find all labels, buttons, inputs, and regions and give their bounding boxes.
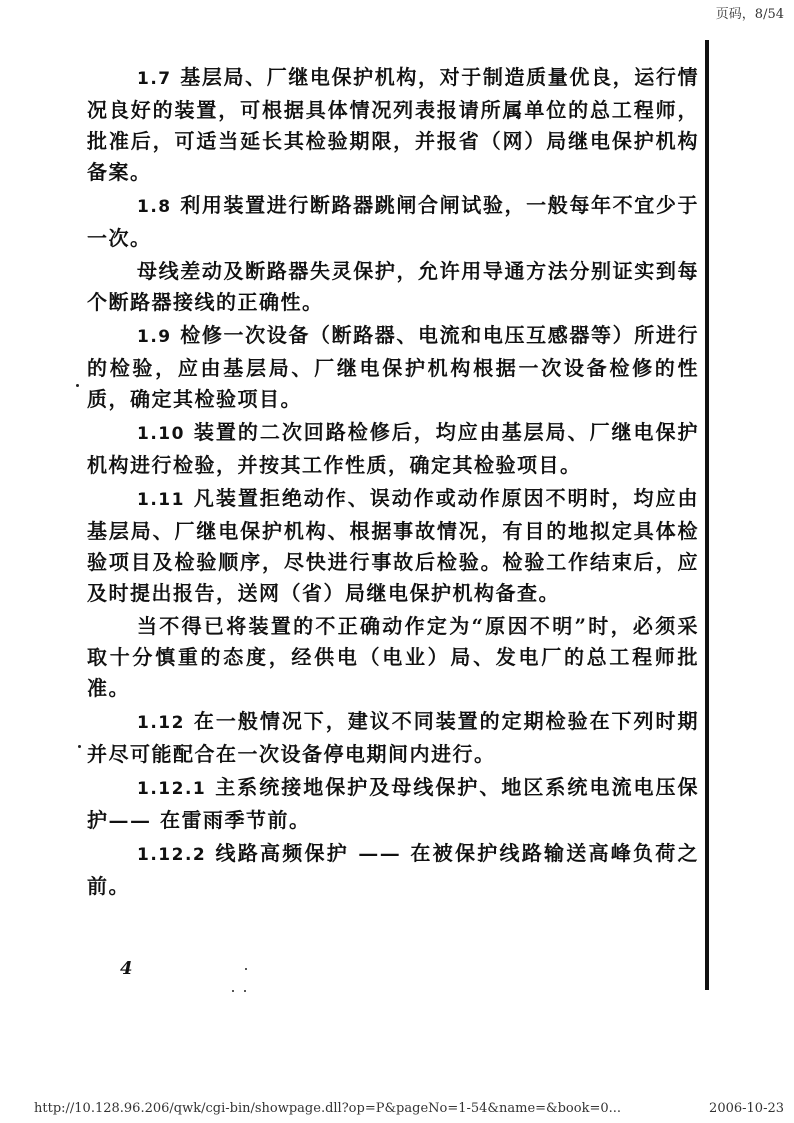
paragraph-unknown-cause: [87, 611, 699, 704]
paragraph-text: 当不得已将装置的不正确动作定为“原因不明”时，必须采取十分慎重的态度，经供电（电业）局、发电厂的总工程师批准。: [87, 614, 699, 700]
document-body: [87, 62, 699, 902]
paragraph-text: 利用装置进行断路器跳闸合闸试验，一般每年不宜少于一次。: [87, 193, 699, 250]
paragraph-1-9: [87, 320, 699, 415]
paragraph-text: 在一般情况下，建议不同装置的定期检验在下列时期并尽可能配合在一次设备停电期间内进行。: [87, 709, 699, 766]
paragraph-1-12-2: [87, 838, 699, 902]
paragraph-text: 装置的二次回路检修后，均应由基层局、厂继电保护机构进行检验，并按其工作性质，确定其检验项目。: [87, 420, 699, 477]
scan-speck: [245, 968, 247, 970]
section-number: 1.8: [137, 197, 172, 217]
paragraph-text: 母线差动及断路器失灵保护，允许用导通方法分别证实到每个断路器接线的正确性。: [87, 259, 699, 314]
paragraph-1-8: [87, 190, 699, 254]
scan-speck: [76, 384, 79, 387]
paragraph-1-12-1: [87, 772, 699, 836]
page-number: 4: [120, 958, 133, 979]
paragraph-busbar: [87, 256, 699, 318]
scan-speck: [244, 990, 246, 992]
scan-speck: [232, 990, 234, 992]
page-edge-line: [705, 40, 709, 990]
section-number: 1.12.2: [137, 845, 207, 865]
scan-speck: [78, 745, 81, 748]
paragraph-1-7: [87, 62, 699, 188]
paragraph-1-12: [87, 706, 699, 770]
page-indicator: 页码，8/54: [715, 7, 784, 22]
section-number: 1.7: [137, 69, 172, 89]
source-url: http://10.128.96.206/qwk/cgi-bin/showpage.dll?op=P&pageNo=1-54&name=&book=0...: [34, 1101, 622, 1116]
section-number: 1.11: [137, 490, 185, 510]
paragraph-1-11: [87, 483, 699, 609]
paragraph-text: 主系统接地保护及母线保护、地区系统电流电压保护—— 在雷雨季节前。: [87, 775, 699, 832]
paragraph-text: 检修一次设备（断路器、电流和电压互感器等）所进行的检验，应由基层局、厂继电保护机构根据一次设备检修的性质，确定其检验项目。: [87, 323, 699, 411]
paragraph-1-10: [87, 417, 699, 481]
section-number: 1.12.1: [137, 779, 207, 799]
section-number: 1.9: [137, 327, 172, 347]
section-number: 1.12: [137, 713, 185, 733]
section-number: 1.10: [137, 424, 185, 444]
print-date: 2006-10-23: [709, 1101, 784, 1116]
paragraph-text: 线路高频保护 —— 在被保护线路输送高峰负荷之前。: [87, 841, 699, 898]
paragraph-text: 凡装置拒绝动作、误动作或动作原因不明时，均应由基层局、厂继电保护机构、根据事故情况，有目的地拟定具体检验项目及检验顺序，尽快进行事故后检验。检验工作结束后，应及时提出报告，送网（省）局继电保护机构备查。: [87, 486, 699, 605]
paragraph-text: 基层局、厂继电保护机构，对于制造质量优良，运行情况良好的装置，可根据具体情况列表报请所属单位的总工程师，批准后，可适当延长其检验期限，并报省（网）局继电保护机构备案。: [87, 65, 699, 184]
